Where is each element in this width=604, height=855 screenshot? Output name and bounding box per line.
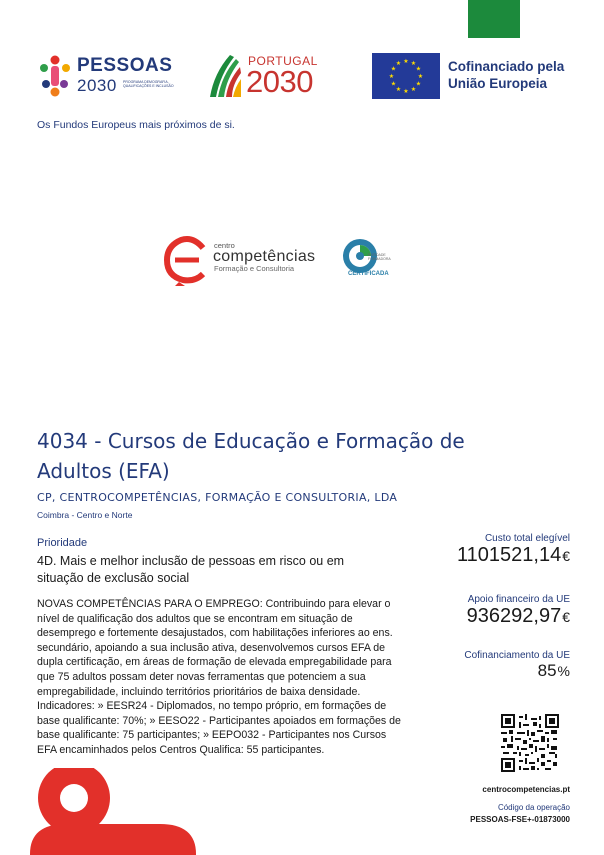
pessoas-word: PESSOAS (77, 55, 173, 76)
pessoas-2030-logo (37, 52, 177, 100)
portugal-flag-stripes-icon (208, 53, 242, 99)
svg-text:★: ★ (410, 60, 417, 67)
pessoas-year: 2030 (77, 76, 117, 95)
svg-text:★: ★ (403, 88, 409, 95)
beneficiary-name: CP, CENTROCOMPETÊNCIAS, FORMAÇÃO E CONSULTORIA, LDA (37, 491, 398, 504)
qr-code[interactable] (501, 714, 559, 772)
total-cost-value: 1101521,14 (457, 544, 562, 566)
svg-text:★: ★ (417, 73, 424, 80)
tagline: Os Fundos Europeus mais próximos de si. (37, 119, 235, 131)
eu-support-block (467, 594, 570, 628)
eu-support-unit: € (562, 609, 570, 625)
eu-support-label: Apoio financeiro da UE (467, 594, 570, 605)
project-title: 4034 - Cursos de Educação e Formação de Adultos (EFA) (37, 429, 465, 483)
cofinancing-label: Cofinanciamento da UE (464, 650, 570, 661)
portugal-word: PORTUGAL (248, 54, 318, 68)
cofinancing-unit: % (557, 663, 570, 679)
svg-text:★: ★ (410, 86, 417, 93)
website-link[interactable]: centrocompetencias.pt (482, 785, 570, 794)
pessoas-subtitle: PROGRAMA DEMOGRAFIA, QUALIFICAÇÕES E INCLUSÃO (123, 80, 174, 88)
eu-cofinancing-logo (372, 52, 592, 100)
priority-text: 4D. Mais e melhor inclusão de pessoas em risco ou em situação de exclusão social (37, 554, 345, 585)
cert-label-text: CERTIFICADA (348, 271, 389, 277)
region: Coimbra - Centro e Norte (37, 510, 133, 520)
svg-text:★: ★ (390, 80, 397, 88)
operation-code: PESSOAS-FSE+-01873000 (470, 815, 570, 824)
total-cost-label: Custo total elegível (484, 533, 570, 544)
priority-label: Prioridade (37, 537, 88, 549)
cofinancing-value: 85 (537, 661, 557, 680)
decorative-green-shape (408, 0, 580, 38)
centro-competencias-logo-icon (163, 234, 209, 286)
svg-text:★: ★ (415, 80, 422, 88)
svg-text:★: ★ (395, 60, 402, 67)
eu-text-line2: União Europeia (448, 76, 548, 91)
project-description: NOVAS COMPETÊNCIAS PARA O EMPREGO: Contribuindo para elevar o nível de qualificação dos adultos que se encontram em situação de desemprego e fortemente desajustados, com habilitações inferiores ao ens. secundário, apoiando a sua inclusão ativa, desenvolvemos cursos EFA de dupla certificação, em áreas de formação de elevada empregabilidade para que 75 adultos possam deter novas ferramentas que potenciem a sua empregabilidade, incluindo territórios prioritários de baixa densidade. Indicadores: » EESR24 - Diplomados, no tempo próprio, em formações de base qualificante: 70%; » EESO22 - Participantes apoiados em formações de base qualificante: 75 participantes; » EEPO032 - Participantes nos Cursos EFA encaminhados pelos Centros Qualifica: 55 participantes. (37, 598, 401, 756)
pessoas-people-icon (37, 54, 73, 98)
operation-code-label: Código da operação (497, 803, 570, 812)
cc-small-text: centro (214, 241, 235, 250)
svg-text:★: ★ (388, 73, 395, 80)
cc-sub-text: Formação e Consultoria (214, 264, 295, 273)
cc-big-text: competências (213, 248, 316, 265)
svg-text:★: ★ (390, 65, 397, 73)
portugal-2030-logo (208, 52, 334, 100)
eu-text-line1: Cofinanciado pela (448, 59, 565, 74)
svg-text:★: ★ (403, 58, 409, 65)
cofinancing-block (464, 650, 570, 681)
decorative-red-shape (30, 768, 196, 855)
cert-small-text: ENTIDADE FORMADORA (368, 253, 391, 261)
svg-text:★: ★ (415, 65, 422, 73)
eu-support-value: 936292,97 (466, 605, 562, 627)
portugal-year: 2030 (246, 64, 313, 99)
total-cost-unit: € (562, 548, 570, 564)
eu-flag-icon (372, 53, 440, 99)
total-cost-block (457, 533, 570, 567)
svg-text:★: ★ (395, 86, 402, 93)
